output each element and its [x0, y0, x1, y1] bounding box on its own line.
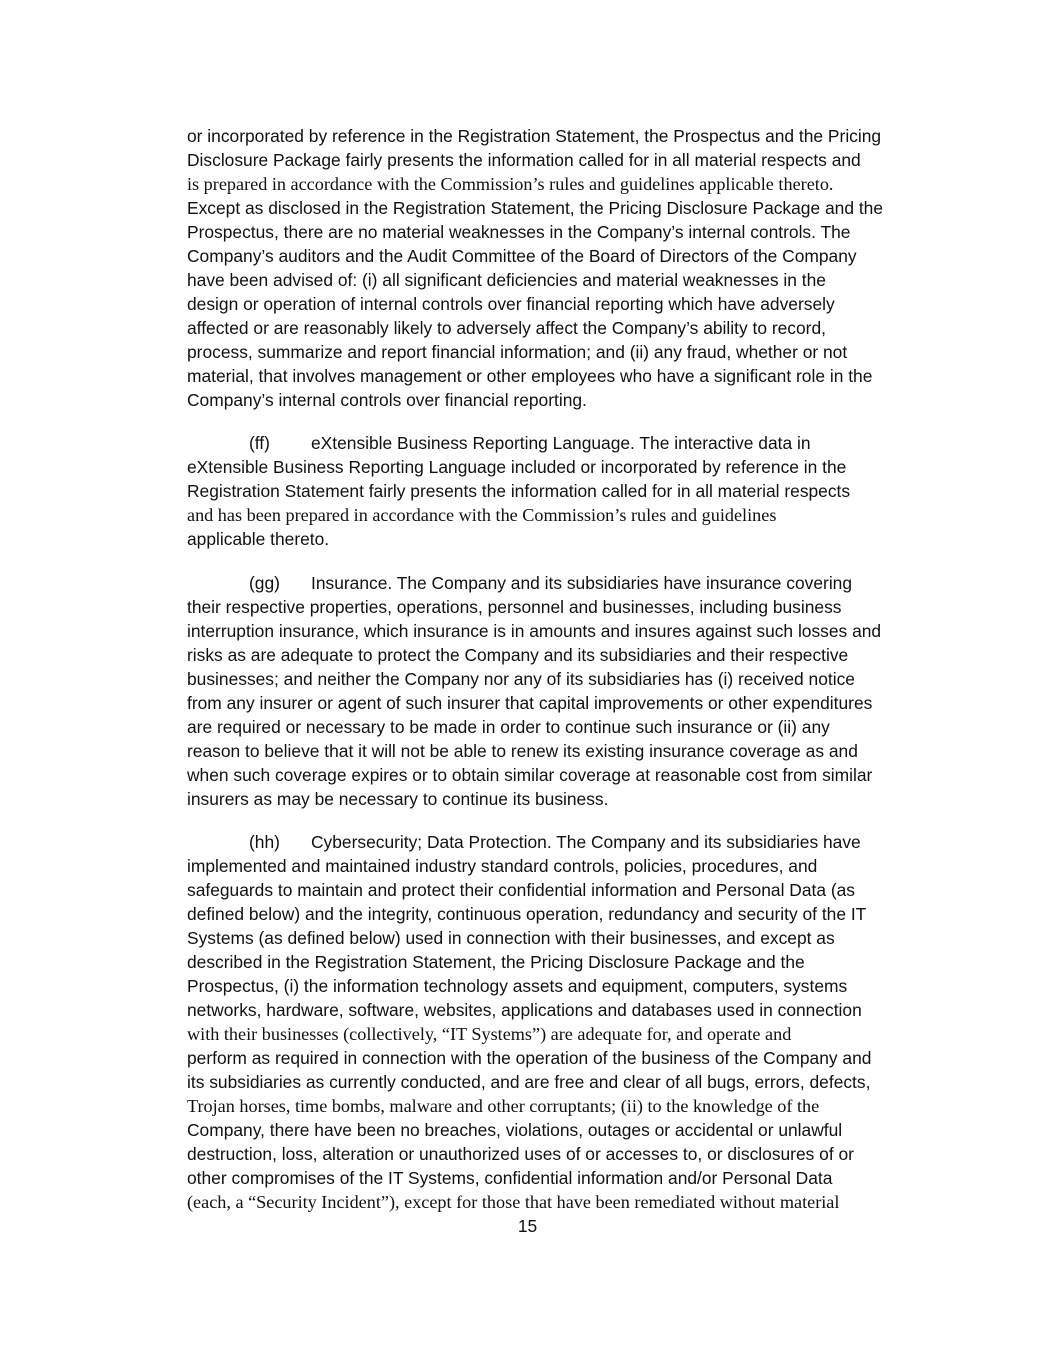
section-gg-label: (gg) — [249, 573, 280, 593]
paragraph-1-line: Prospectus, there are no material weaknesses in the Company’s internal controls. The — [187, 222, 851, 242]
section-hh-line: (each, a “Security Incident”), except for those that have been remediated without material — [187, 1192, 840, 1212]
paragraph-1-line: is prepared in accordance with the Commission’s rules and guidelines applicable thereto. — [187, 174, 834, 194]
section-ff-line: and has been prepared in accordance with the Commission’s rules and guidelines — [187, 505, 777, 525]
section-hh-line: Company, there have been no breaches, violations, outages or accidental or unlawful — [187, 1120, 843, 1140]
paragraph-1-line: design or operation of internal controls over financial reporting which have adversely — [187, 294, 835, 314]
section-gg-line: from any insurer or agent of such insurer that capital improvements or other expenditures — [187, 693, 873, 713]
paragraph-1-line: Except as disclosed in the Registration Statement, the Pricing Disclosure Package and the — [187, 198, 883, 218]
section-gg-line: risks as are adequate to protect the Company and its subsidiaries and their respective — [187, 645, 849, 665]
section-ff-label: (ff) — [249, 433, 270, 453]
section-hh-line: networks, hardware, software, websites, applications and databases used in connection — [187, 1000, 862, 1020]
paragraph-1-line: process, summarize and report financial information; and (ii) any fraud, whether or not — [187, 342, 848, 362]
section-gg-line: when such coverage expires or to obtain similar coverage at reasonable cost from similar — [187, 765, 873, 785]
paragraph-1-line: or incorporated by reference in the Registration Statement, the Prospectus and the Pricing — [187, 126, 882, 146]
section-hh-line: defined below) and the integrity, continuous operation, redundancy and security of the IT — [187, 904, 867, 924]
section-gg-line: insurers as may be necessary to continue its business. — [187, 789, 609, 809]
section-ff-line: Registration Statement fairly presents the information called for in all material respects — [187, 481, 851, 501]
section-gg-line: businesses; and neither the Company nor any of its subsidiaries has (i) received notice — [187, 669, 855, 689]
section-hh-line: Systems (as defined below) used in connection with their businesses, and except as — [187, 928, 835, 948]
section-hh-label: (hh) — [249, 832, 280, 852]
section-gg-line: reason to believe that it will not be able to renew its existing insurance coverage as and — [187, 741, 858, 761]
paragraph-1-line: material, that involves management or other employees who have a significant role in the — [187, 366, 873, 386]
section-hh-first-line — [187, 830, 861, 854]
section-hh-line: other compromises of the IT Systems, confidential information and/or Personal Data — [187, 1168, 833, 1188]
section-ff-line: eXtensible Business Reporting Language included or incorporated by reference in the — [187, 457, 847, 477]
section-hh-line: perform as required in connection with the operation of the business of the Company and — [187, 1048, 872, 1068]
page-number: 15 — [517, 1216, 538, 1236]
section-hh-heading-text: Cybersecurity; Data Protection. The Company and its subsidiaries have — [311, 832, 861, 852]
section-hh-line: described in the Registration Statement, the Pricing Disclosure Package and the — [187, 952, 805, 972]
paragraph-1-line: Company’s auditors and the Audit Committee of the Board of Directors of the Company — [187, 246, 857, 266]
section-ff-heading-text: eXtensible Business Reporting Language. The interactive data in — [311, 433, 811, 453]
section-hh-line: safeguards to maintain and protect their confidential information and Personal Data (as — [187, 880, 855, 900]
section-hh-line: Trojan horses, time bombs, malware and other corruptants; (ii) to the knowledge of the — [187, 1096, 820, 1116]
section-gg-line: are required or necessary to be made in order to continue such insurance or (ii) any — [187, 717, 830, 737]
section-hh-line: Prospectus, (i) the information technology assets and equipment, computers, systems — [187, 976, 848, 996]
paragraph-1-line: Company’s internal controls over financial reporting. — [187, 390, 587, 410]
section-ff-first-line — [187, 431, 811, 455]
section-hh-line: with their businesses (collectively, “IT Systems”) are adequate for, and operate and — [187, 1024, 792, 1044]
section-hh-line: its subsidiaries as currently conducted, and are free and clear of all bugs, errors, defects, — [187, 1072, 871, 1092]
section-hh-line: destruction, loss, alteration or unauthorized uses of or accesses to, or disclosures of or — [187, 1144, 854, 1164]
section-ff-line: applicable thereto. — [187, 529, 330, 549]
section-gg-first-line — [187, 571, 852, 595]
section-gg-heading-text: Insurance. The Company and its subsidiaries have insurance covering — [311, 573, 853, 593]
paragraph-1-line: have been advised of: (i) all significant deficiencies and material weaknesses in the — [187, 270, 826, 290]
section-hh-line: implemented and maintained industry standard controls, policies, procedures, and — [187, 856, 818, 876]
section-gg-line: their respective properties, operations, personnel and businesses, including business — [187, 597, 842, 617]
paragraph-1-line: Disclosure Package fairly presents the information called for in all material respects and — [187, 150, 861, 170]
paragraph-1-line: affected or are reasonably likely to adversely affect the Company’s ability to record, — [187, 318, 826, 338]
section-gg-line: interruption insurance, which insurance is in amounts and insures against such losses and — [187, 621, 882, 641]
